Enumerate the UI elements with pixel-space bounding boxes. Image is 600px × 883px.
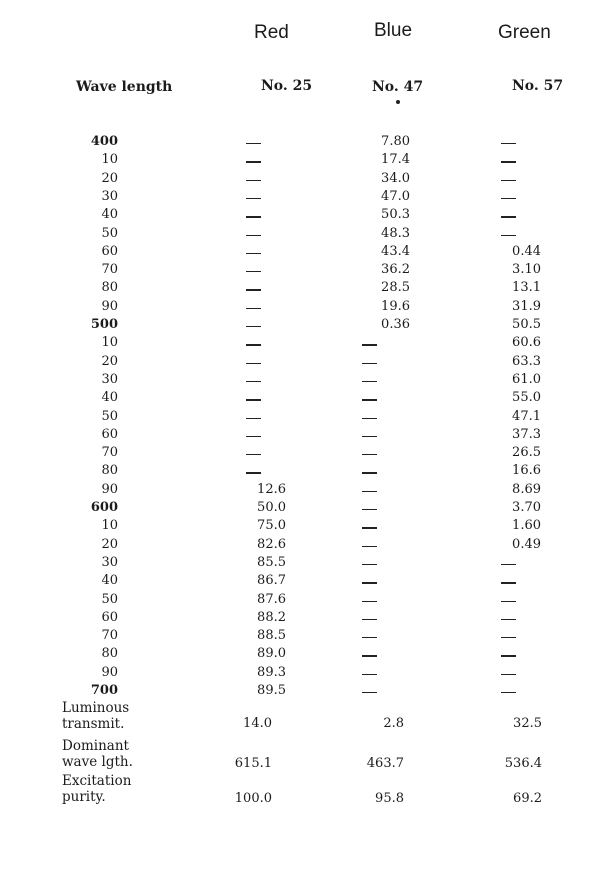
green-dash-cell (501, 692, 516, 693)
wavelength-cell: 40 (101, 390, 118, 406)
green-dash-cell (501, 216, 516, 217)
green-dash-cell (501, 180, 516, 181)
wavelength-cell: 90 (101, 664, 118, 680)
filter-no-57-header: No. 57 (512, 78, 564, 94)
green-dash-cell (501, 582, 516, 583)
wavelength-cell: 10 (101, 335, 118, 351)
wavelength-cell: 60 (101, 243, 118, 259)
green-value-cell: 50.5 (512, 317, 541, 332)
summary-label: Dominant (62, 738, 129, 754)
summary-red-value: 100.0 (234, 791, 272, 806)
red-value-cell: 82.6 (257, 536, 286, 552)
wavelength-cell: 600 (90, 500, 118, 515)
blue-dash-cell (362, 674, 377, 675)
wavelength-cell: 50 (101, 225, 118, 241)
filter-no-25-header: No. 25 (261, 78, 313, 94)
red-dash-cell (246, 363, 261, 364)
green-dash-cell (501, 143, 516, 144)
blue-dash-cell (362, 564, 377, 565)
wavelength-cell: 10 (101, 518, 118, 534)
green-value-cell: 0.44 (512, 243, 541, 259)
green-value-cell: 13.1 (512, 280, 541, 296)
wavelength-cell: 40 (101, 207, 118, 223)
green-dash-cell (501, 619, 516, 620)
blue-dash-cell (362, 582, 377, 583)
blue-dash-cell (362, 363, 377, 364)
green-dash-cell (501, 601, 516, 602)
wavelength-cell: 70 (101, 628, 118, 644)
green-dash-cell (501, 637, 516, 638)
wavelength-cell: 20 (101, 536, 118, 552)
summary-blue-value: 2.8 (383, 716, 404, 731)
blue-color-label: Blue (374, 20, 413, 41)
red-dash-cell (246, 216, 261, 217)
blue-value-cell: 36.2 (381, 262, 410, 278)
blue-dash-cell (362, 472, 377, 473)
blue-dash-cell (362, 491, 377, 492)
green-value-cell: 3.70 (512, 500, 541, 515)
green-value-cell: 55.0 (512, 390, 541, 406)
blue-value-cell: 7.80 (381, 134, 410, 149)
blue-value-cell: 17.4 (381, 152, 410, 168)
green-dash-cell (501, 161, 516, 162)
wavelength-cell: 60 (101, 609, 118, 625)
blue-value-cell: 50.3 (381, 207, 410, 223)
wavelength-cell: 90 (101, 298, 118, 314)
blue-dash-cell (362, 399, 377, 400)
red-dash-cell (246, 344, 261, 345)
red-value-cell: 12.6 (257, 481, 286, 497)
green-value-cell: 3.10 (512, 262, 541, 278)
red-dash-cell (246, 198, 261, 199)
summary-label: transmit. (62, 716, 125, 732)
red-value-cell: 85.5 (257, 554, 286, 570)
wavelength-cell: 50 (101, 591, 118, 607)
blue-value-cell: 28.5 (381, 280, 410, 296)
green-value-cell: 0.49 (512, 536, 541, 552)
filter-no-47-header: No. 47 (372, 79, 424, 95)
blue-dash-cell (362, 601, 377, 602)
green-dash-cell (501, 655, 516, 656)
summary-label: wave lgth. (62, 754, 133, 770)
blue-dash-cell (362, 637, 377, 638)
blue-dash-cell (362, 527, 377, 528)
wavelength-cell: 10 (101, 152, 118, 168)
summary-green-value: 536.4 (504, 756, 542, 771)
green-value-cell: 47.1 (512, 408, 541, 424)
red-dash-cell (246, 161, 261, 162)
red-dash-cell (246, 289, 261, 290)
red-value-cell: 89.5 (257, 683, 286, 698)
wavelength-cell: 30 (101, 188, 118, 204)
wavelength-cell: 40 (101, 573, 118, 589)
blue-value-cell: 43.4 (381, 243, 410, 259)
red-value-cell: 88.2 (257, 609, 286, 625)
red-value-cell: 88.5 (257, 628, 286, 644)
header-dot-mark (396, 100, 400, 104)
green-dash-cell (501, 198, 516, 199)
summary-label: purity. (62, 789, 106, 805)
wavelength-cell: 30 (101, 554, 118, 570)
wavelength-cell: 80 (101, 280, 118, 296)
summary-label: Excitation (62, 773, 132, 789)
green-value-cell: 63.3 (512, 353, 541, 369)
red-value-cell: 87.6 (257, 591, 286, 607)
green-value-cell: 8.69 (512, 481, 541, 497)
wavelength-cell: 700 (90, 683, 118, 698)
wavelength-cell: 80 (101, 646, 118, 662)
green-dash-cell (501, 564, 516, 565)
red-dash-cell (246, 253, 261, 254)
red-dash-cell (246, 381, 261, 382)
wavelength-cell: 500 (90, 317, 118, 332)
wavelength-cell: 20 (101, 170, 118, 186)
summary-blue-value: 463.7 (366, 756, 404, 771)
summary-red-value: 615.1 (234, 756, 272, 771)
blue-value-cell: 0.36 (381, 317, 410, 332)
green-value-cell: 60.6 (512, 335, 541, 351)
green-color-label: Green (498, 22, 551, 43)
red-value-cell: 89.3 (257, 664, 286, 680)
blue-value-cell: 34.0 (381, 170, 410, 186)
red-value-cell: 86.7 (257, 573, 286, 589)
green-dash-cell (501, 674, 516, 675)
red-dash-cell (246, 436, 261, 437)
green-value-cell: 1.60 (512, 518, 541, 534)
blue-dash-cell (362, 692, 377, 693)
green-value-cell: 16.6 (512, 463, 541, 479)
wavelength-cell: 70 (101, 262, 118, 278)
red-dash-cell (246, 235, 261, 236)
red-dash-cell (246, 472, 261, 473)
blue-dash-cell (362, 344, 377, 345)
blue-value-cell: 48.3 (381, 225, 410, 241)
blue-dash-cell (362, 454, 377, 455)
blue-dash-cell (362, 619, 377, 620)
wavelength-cell: 20 (101, 353, 118, 369)
blue-dash-cell (362, 418, 377, 419)
red-value-cell: 89.0 (257, 646, 286, 662)
summary-label: Luminous (62, 700, 130, 716)
blue-dash-cell (362, 436, 377, 437)
summary-blue-value: 95.8 (375, 791, 404, 806)
summary-green-value: 32.5 (513, 716, 542, 731)
wavelength-cell: 400 (90, 134, 118, 149)
red-value-cell: 75.0 (257, 518, 286, 534)
red-dash-cell (246, 454, 261, 455)
red-dash-cell (246, 180, 261, 181)
red-dash-cell (246, 308, 261, 309)
wavelength-cell: 60 (101, 426, 118, 442)
wavelength-header: Wave length (76, 79, 173, 95)
wavelength-cell: 80 (101, 463, 118, 479)
red-dash-cell (246, 271, 261, 272)
red-dash-cell (246, 399, 261, 400)
blue-dash-cell (362, 509, 377, 510)
blue-dash-cell (362, 381, 377, 382)
blue-value-cell: 19.6 (381, 298, 410, 314)
wavelength-cell: 70 (101, 445, 118, 461)
wavelength-cell: 50 (101, 408, 118, 424)
summary-red-value: 14.0 (243, 716, 272, 731)
blue-dash-cell (362, 546, 377, 547)
wavelength-cell: 30 (101, 371, 118, 387)
green-value-cell: 61.0 (512, 371, 541, 387)
green-value-cell: 37.3 (512, 426, 541, 442)
green-dash-cell (501, 235, 516, 236)
blue-dash-cell (362, 655, 377, 656)
green-value-cell: 31.9 (512, 298, 541, 314)
red-dash-cell (246, 418, 261, 419)
red-color-label: Red (254, 22, 289, 43)
summary-green-value: 69.2 (513, 791, 542, 806)
red-value-cell: 50.0 (257, 500, 286, 515)
red-dash-cell (246, 326, 261, 327)
wavelength-cell: 90 (101, 481, 118, 497)
green-value-cell: 26.5 (512, 445, 541, 461)
red-dash-cell (246, 143, 261, 144)
blue-value-cell: 47.0 (381, 188, 410, 204)
